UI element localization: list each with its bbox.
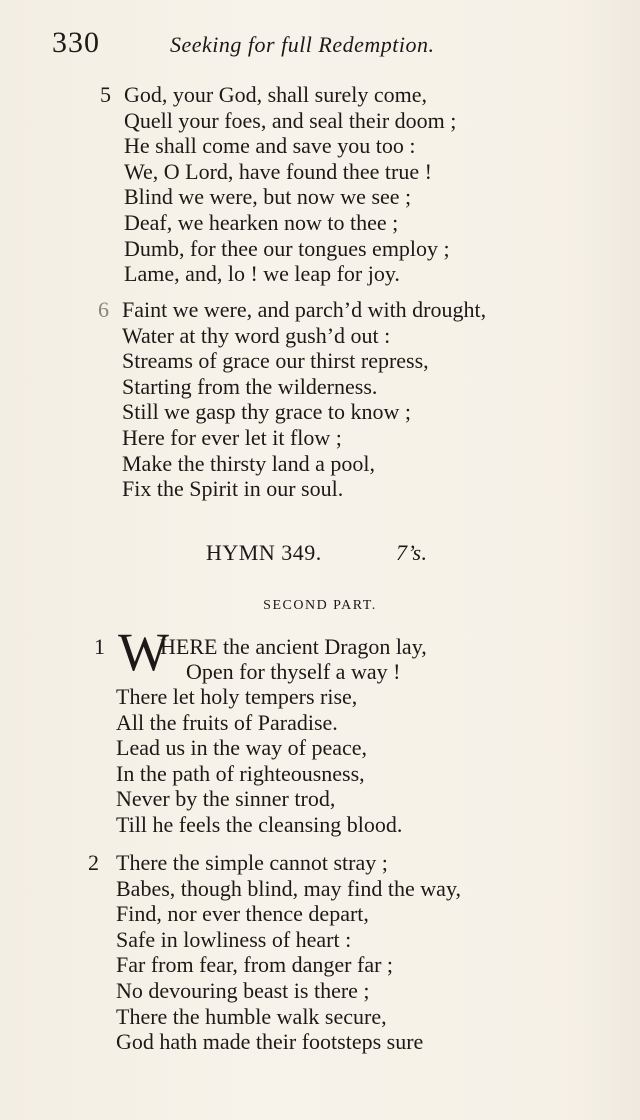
verse-line: Streams of grace our thirst repress, xyxy=(122,348,429,374)
stanza-number: 2 xyxy=(88,850,99,875)
verse-line: There the humble walk secure, xyxy=(116,1003,387,1029)
verse-line: Open for thyself a way ! xyxy=(186,659,401,684)
hymn-number: HYMN 349. xyxy=(206,540,322,565)
verse-line: There let holy tempers rise, xyxy=(116,684,358,709)
hymn-stanza-2 xyxy=(88,850,462,1055)
drop-capital: W xyxy=(118,622,169,682)
verse-line: God hath made their footsteps sure xyxy=(116,1029,424,1055)
verse-line: Faint we were, and parch’d with drought, xyxy=(122,297,487,322)
verse-line: God, your God, shall surely come, xyxy=(124,82,428,107)
page-edge-shadow xyxy=(570,0,640,1120)
stanza-number: 6 xyxy=(98,297,109,322)
verse-line: There the simple cannot stray ; xyxy=(116,850,388,875)
stanza-number: 1 xyxy=(94,634,105,659)
verse-line: Lame, and, lo ! we leap for joy. xyxy=(124,261,400,287)
verse-line: All the fruits of Paradise. xyxy=(116,709,338,735)
verse-line: We, O Lord, have found thee true ! xyxy=(124,158,432,184)
verse-line: Here for ever let it flow ; xyxy=(122,424,342,450)
verse-line: Babes, though blind, may find the way, xyxy=(116,875,462,901)
verse-line: Safe in lowliness of heart : xyxy=(116,926,352,952)
verse-line: Dumb, for thee our tongues employ ; xyxy=(124,235,450,261)
verse-line: Deaf, we hearken now to thee ; xyxy=(124,209,399,235)
verse-line: Lead us in the way of peace, xyxy=(116,735,368,761)
running-title: Seeking for full Redemption. xyxy=(170,32,435,57)
page-header xyxy=(0,26,640,66)
verse-line: Till he feels the cleansing blood. xyxy=(116,811,403,837)
verse-line: Quell your foes, and seal their doom ; xyxy=(124,107,457,133)
verse-line: Still we gasp thy grace to know ; xyxy=(122,399,412,425)
verse-line: Never by the sinner trod, xyxy=(116,786,336,812)
hymn-meter: 7’s. xyxy=(396,540,428,565)
verse-line: Starting from the wilderness. xyxy=(122,373,378,399)
verse-line: Blind we were, but now we see ; xyxy=(124,184,412,210)
verse-line: He shall come and save you too : xyxy=(124,133,416,159)
verse-line: Make the thirsty land a pool, xyxy=(122,450,375,476)
stanza-5 xyxy=(100,82,457,287)
stanza-number: 5 xyxy=(100,82,111,107)
verse-line: Fix the Spirit in our soul. xyxy=(122,476,344,502)
stanza-6 xyxy=(98,297,487,502)
verse-line: Water at thy word gush’d out : xyxy=(122,322,391,348)
verse-line: Find, nor ever thence depart, xyxy=(116,901,369,927)
part-heading: SECOND PART. xyxy=(263,598,377,613)
verse-line: Far from fear, from danger far ; xyxy=(116,952,394,978)
verse-line: In the path of righteousness, xyxy=(116,760,365,786)
hymn-stanza-1 xyxy=(116,684,402,838)
verse-line: No devouring beast is there ; xyxy=(116,977,370,1003)
verse-line: HERE the ancient Dragon lay, xyxy=(160,634,427,659)
hymn-heading xyxy=(206,540,428,566)
page-number: 330 xyxy=(52,26,100,59)
